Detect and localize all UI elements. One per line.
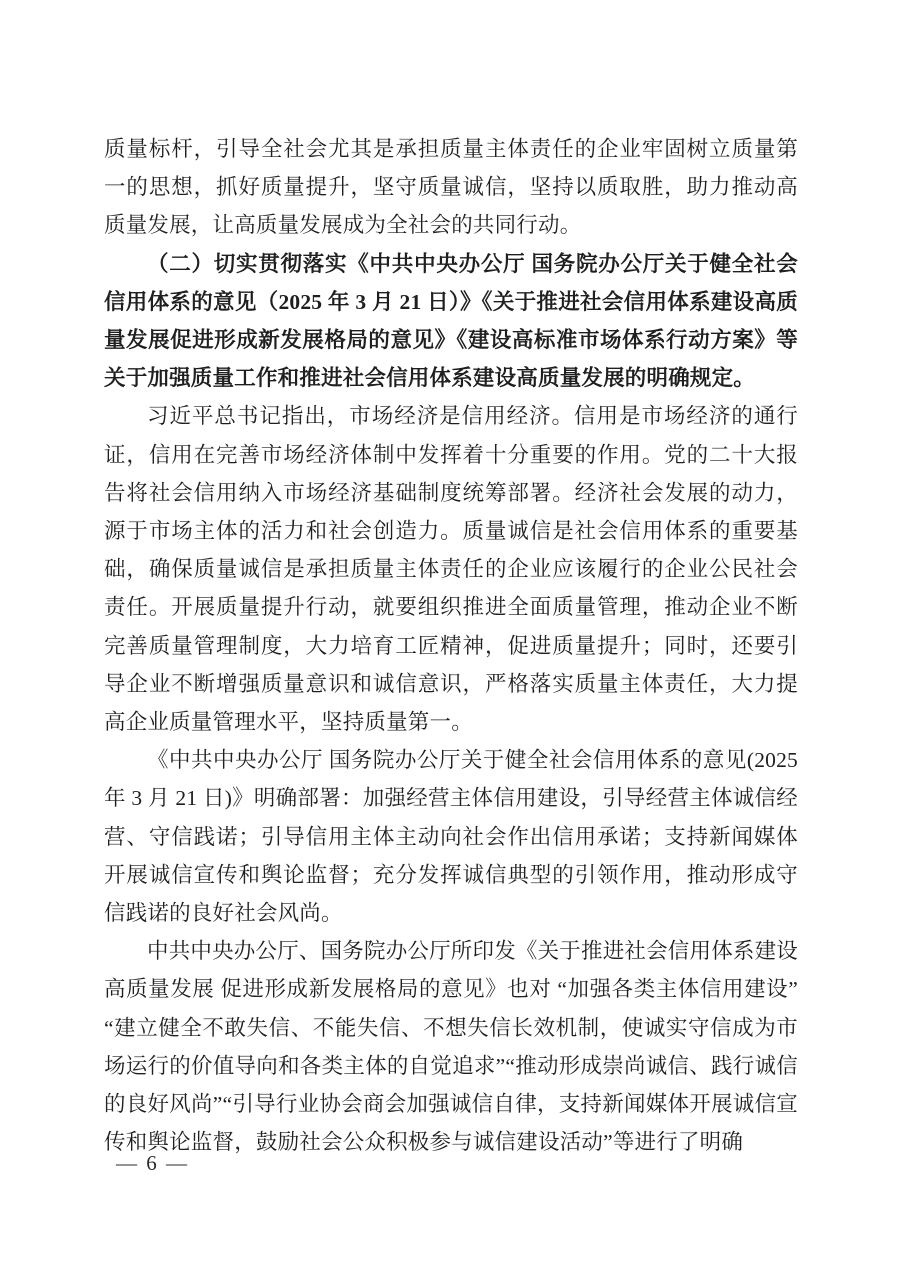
page-number: — 6 — bbox=[116, 1151, 189, 1175]
body-paragraph: 中共中央办公厅、国务院办公厅所印发《关于推进社会信用体系建设高质量发展 促进形成新发展格局的意见》也对 “加强各类主体信用建设”“建立健全不敢失信、不能失信、不想失信长效机制，使诚实守信成为市场运行的价值导向和各类主体的自觉追求”“推动形成崇尚诚信、践行诚信的良好风尚”“引导行业协会商会加强诚信自律，支持新闻媒体开展诚信宣传和舆论监督，鼓励社会公众积极参与诚信建设活动”等进行了明确 bbox=[104, 939, 799, 1155]
section-heading-paragraph: （二）切实贯彻落实《中共中央办公厅 国务院办公厅关于健全社会信用体系的意见（2025 年 3 月 21 日）》《关于推进社会信用体系建设高质量发展促进形成新发展格局的意见》《建设高标准市场体系行动方案》等关于加强质量工作和推进社会信用体系建设高质量发展的明确规定。 bbox=[104, 251, 798, 391]
body-paragraph: 《中共中央办公厅 国务院办公厅关于健全社会信用体系的意见(2025 年 3 月 21 日)》明确部署：加强经营主体信用建设，引导经营主体诚信经营、守信践诺；引导信用主体主动向社会作出信用承诺；支持新闻媒体开展诚信宣传和舆论监督；充分发挥诚信典型的引领作用，推动形成守信践诺的良好社会风尚。 bbox=[104, 748, 798, 926]
body-paragraph: 质量标杆，引导全社会尤其是承担质量主体责任的企业牢固树立质量第一的思想，抓好质量提升，坚守质量诚信，坚持以质取胜，助力推动高质量发展，让高质量发展成为全社会的共同行动。 bbox=[104, 137, 798, 238]
body-paragraph: 习近平总书记指出，市场经济是信用经济。信用是市场经济的通行证，信用在完善市场经济体制中发挥着十分重要的作用。党的二十大报告将社会信用纳入市场经济基础制度统筹部署。经济社会发展的动力，源于市场主体的活力和社会创造力。质量诚信是社会信用体系的重要基础，确保质量诚信是承担质量主体责任的企业应该履行的企业公民社会责任。开展质量提升行动，就要组织推进全面质量管理，推动企业不断完善质量管理制度，大力培育工匠精神，促进质量提升；同时，还要引导企业不断增强质量意识和诚信意识，严格落实质量主体责任，大力提高企业质量管理水平，坚持质量第一。 bbox=[104, 404, 798, 735]
document-text-block bbox=[104, 130, 798, 1161]
